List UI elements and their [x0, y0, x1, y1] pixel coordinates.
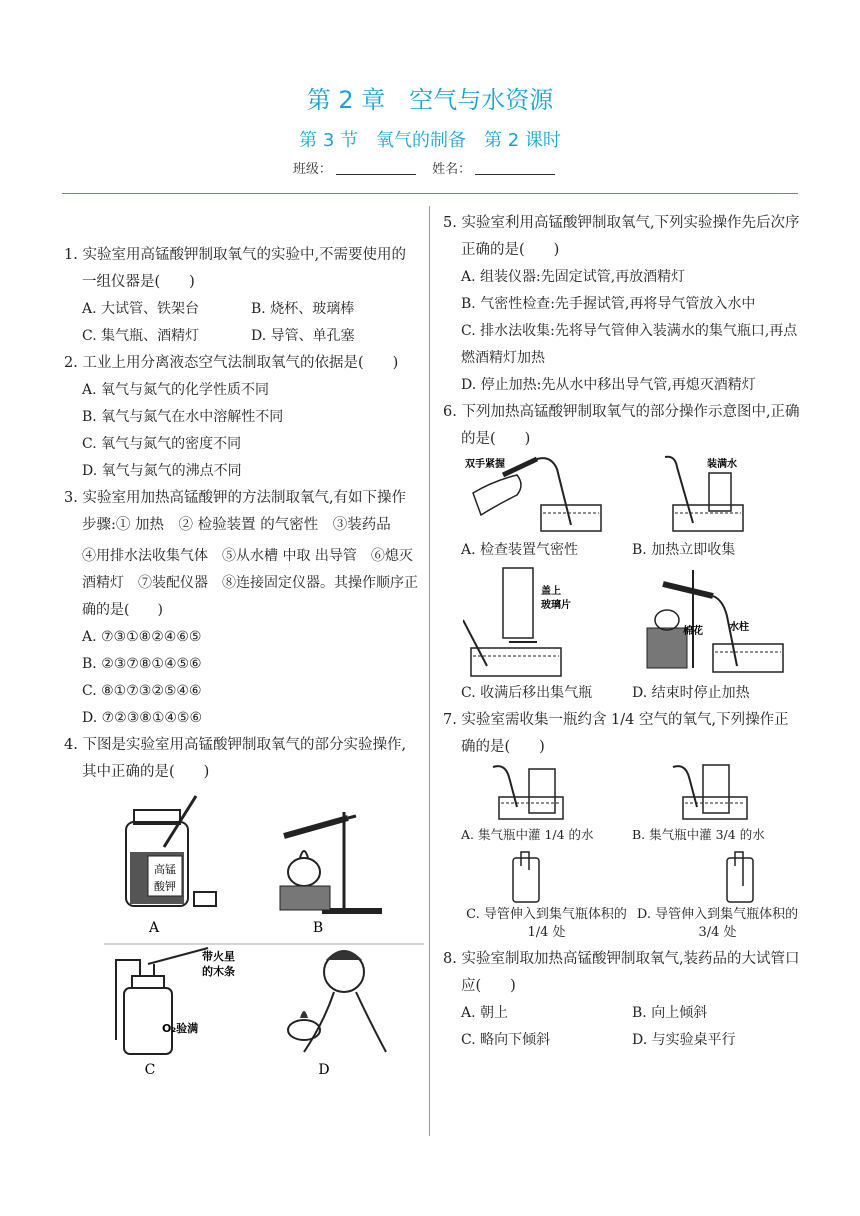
q6-figure-a [465, 457, 601, 531]
q6-hand-label: 双手紧握 [465, 459, 505, 470]
q6-figure-c [463, 568, 571, 676]
q8-option-a[interactable]: A. 朝上 [461, 1005, 509, 1021]
q6-full-label: 装满水 [707, 459, 737, 470]
section-title: 第 3 节 氧气的制备 第 2 课时 [299, 130, 561, 151]
q5-option-a[interactable]: A. 组装仪器:先固定试管,再放酒精灯 [461, 269, 686, 285]
q1-option-c[interactable]: C. 集气瓶、酒精灯 [82, 328, 200, 344]
q3-stem: 3. 实验室用加热高锰酸钾的方法制取氧气,有如下操作步骤:① 加热 ② 检验装置 的气密性 ③装药品 [64, 490, 407, 533]
question-7 [443, 707, 803, 942]
q3-option-d[interactable]: D. ⑦②③⑧①④⑤⑥ [82, 710, 203, 726]
q7-figure-top [463, 761, 803, 821]
q2-option-d[interactable]: D. 氧气与氮气的沸点不同 [82, 463, 242, 479]
class-label: 班级： [292, 162, 332, 177]
q8-stem: 8. 实验室制取加热高锰酸钾制取氧气,装药品的大试管口应( ) [443, 951, 800, 994]
q7-figure-d [727, 852, 753, 902]
q6-figure-b [665, 457, 743, 531]
q1-option-a[interactable]: A. 大试管、铁架台 [82, 301, 200, 317]
q2-stem: 2. 工业上用分离液态空气法制取氧气的依据是( ) [64, 355, 399, 371]
q4-stem: 4. 下图是实验室用高锰酸钾制取氧气的部分实验操作,其中正确的是( ) [64, 737, 407, 780]
q5-option-b[interactable]: B. 气密性检查:先手握试管,再将导气管放入水中 [461, 296, 756, 312]
q4-label-a: A [148, 920, 160, 936]
q7-option-b[interactable]: B. 集气瓶中灌 3/4 的水 [632, 827, 765, 842]
q2-option-b[interactable]: B. 氧气与氮气在水中溶解性不同 [82, 409, 284, 425]
q8-option-c[interactable]: C. 略向下倾斜 [461, 1032, 551, 1048]
name-label: 姓名： [432, 162, 472, 177]
q8-option-d[interactable]: D. 与实验桌平行 [632, 1032, 736, 1048]
q3-option-a[interactable]: A. ⑦③①⑧②④⑥⑤ [82, 629, 202, 645]
q6-cover-label-2: 玻璃片 [541, 600, 571, 611]
q4-figure-b-heating [280, 812, 382, 936]
q8-option-b[interactable]: B. 向上倾斜 [632, 1005, 708, 1021]
q4-splint-label-2: 的木条 [202, 965, 235, 978]
q1-option-b[interactable]: B. 烧杯、玻璃棒 [251, 301, 355, 317]
q7-stem: 7. 实验室需收集一瓶约含 1/4 空气的氧气,下列操作正确的是( ) [443, 712, 789, 755]
q7-figure-bottom [463, 848, 803, 906]
q6-figure-d [647, 570, 783, 672]
q4-label-d: D [318, 1062, 330, 1078]
q2-option-a[interactable]: A. 氧气与氮气的化学性质不同 [82, 382, 270, 398]
question-2 [64, 350, 420, 485]
question-5 [443, 210, 803, 399]
q7-option-c[interactable]: C. 导管伸入到集气瓶体积的 1/4 处 [466, 907, 627, 940]
q4-figure-d-blowing [288, 950, 386, 1078]
column-divider [429, 206, 430, 1136]
question-1 [64, 242, 420, 350]
left-column [64, 242, 420, 1082]
chapter-title: 第 2 章 空气与水资源 [306, 86, 554, 114]
q4-figure-c-bottle [116, 948, 235, 1078]
q4-jar-label-2: 酸钾 [154, 880, 176, 893]
name-blank[interactable] [475, 174, 555, 175]
header-divider [62, 193, 798, 194]
question-3 [64, 485, 420, 732]
q7-option-d[interactable]: D. 导管伸入到集气瓶体积的 3/4 处 [636, 907, 799, 940]
q6-figure-top [463, 453, 803, 537]
q4-figure-a-jar [126, 796, 216, 936]
question-4 [64, 732, 420, 1082]
q7-figure-b [673, 765, 747, 819]
q4-figure [104, 792, 424, 1082]
q5-option-d[interactable]: D. 停止加热:先从水中移出导气管,再熄灭酒精灯 [461, 377, 756, 393]
q7-figure-c [513, 852, 539, 902]
q3-stem-continued: ④用排水法收集气体 ⑤从水槽 中取 出导管 ⑥熄灭酒精灯 ⑦装配仪器 ⑧连接固定仪器。其操作顺序正确的是( ) [82, 548, 418, 618]
q6-option-b[interactable]: B. 加热立即收集 [632, 542, 736, 558]
q6-option-d[interactable]: D. 结束时停止加热 [632, 685, 750, 701]
q6-option-a[interactable]: A. 检查装置气密性 [461, 542, 579, 558]
class-blank[interactable] [336, 174, 416, 175]
q1-option-d[interactable]: D. 导管、单孔塞 [251, 328, 355, 344]
q6-cotton-label: 棉花 [683, 626, 703, 637]
q3-option-b[interactable]: B. ②③⑦⑧①④⑤⑥ [82, 656, 202, 672]
question-6 [443, 399, 803, 707]
q6-cover-label-1: 盖上 [541, 586, 561, 597]
q7-option-a[interactable]: A. 集气瓶中灌 1/4 的水 [461, 827, 594, 842]
q7-figure-a [493, 766, 563, 819]
q4-splint-label-1: 带火星 [202, 950, 235, 963]
q6-stem: 6. 下列加热高锰酸钾制取氧气的部分操作示意图中,正确的是( ) [443, 404, 800, 447]
q6-option-c[interactable]: C. 收满后移出集气瓶 [461, 685, 593, 701]
q4-label-b: B [312, 920, 324, 936]
q5-option-c[interactable]: C. 排水法收集:先将导气管伸入装满水的集气瓶口,再点燃酒精灯加热 [461, 323, 798, 366]
q6-water-label: 水柱 [729, 622, 749, 633]
q4-o2-label: O₂验满 [162, 1022, 199, 1035]
q1-stem: 1. 实验室用高锰酸钾制取氧气的实验中,不需要使用的一组仪器是( ) [64, 247, 407, 290]
q3-option-c[interactable]: C. ⑧①⑦③②⑤④⑥ [82, 683, 202, 699]
student-info [0, 158, 860, 177]
question-8 [443, 946, 803, 1054]
right-column [443, 210, 803, 1054]
q4-label-c: C [144, 1062, 156, 1078]
q5-stem: 5. 实验室利用高锰酸钾制取氧气,下列实验操作先后次序正确的是( ) [443, 215, 800, 258]
q4-jar-label-1: 高锰 [154, 863, 176, 876]
q6-figure-bottom [463, 564, 803, 680]
q2-option-c[interactable]: C. 氧气与氮气的密度不同 [82, 436, 242, 452]
